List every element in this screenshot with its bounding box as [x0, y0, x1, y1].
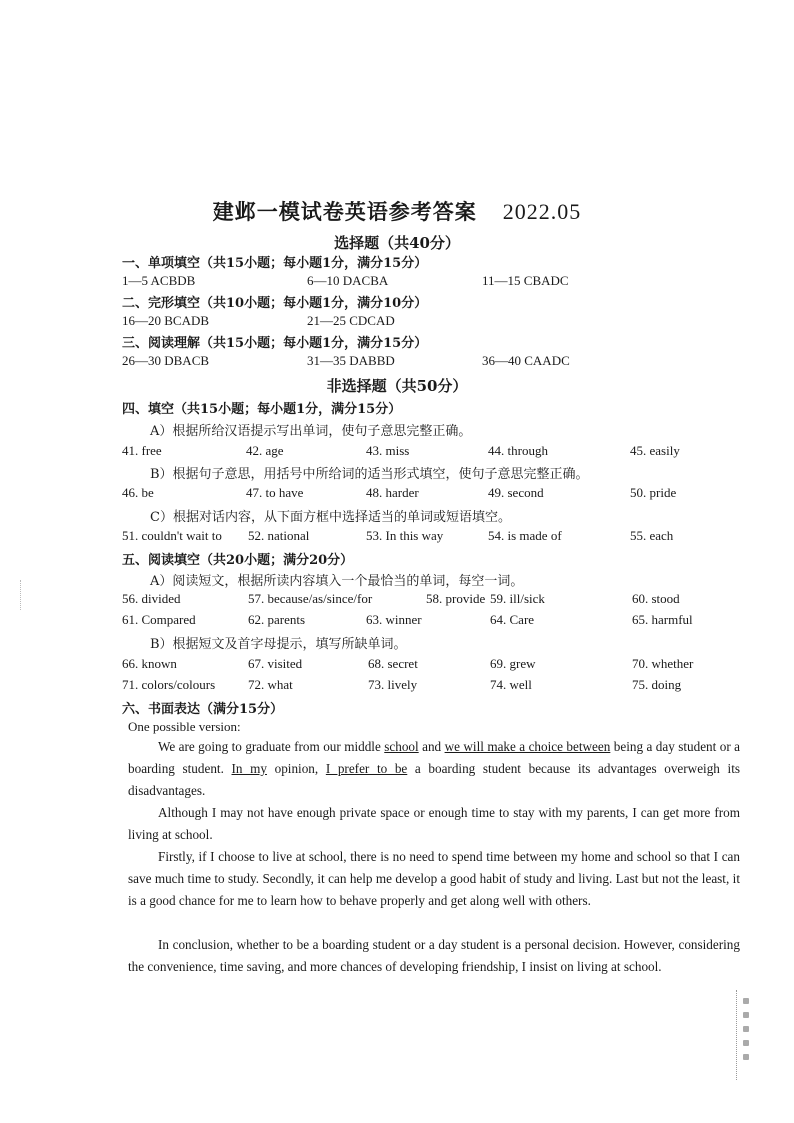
sec1-answers — [122, 273, 722, 291]
sec4-c-instruction: C）根据对话内容，从下面方框中选择适当的单词或短语填空。 — [150, 510, 511, 525]
essay-text: being a day student or a boarding student. — [128, 739, 740, 776]
underlined-text: school — [384, 739, 419, 754]
essay-text: Although I may not have enough private space or enough time to stay with my parents, I can get more from living at school. — [128, 805, 740, 842]
answer-item: 45. easily — [630, 443, 680, 458]
essay-text: opinion, — [266, 761, 326, 776]
sec5-a-row2 — [122, 612, 722, 630]
sec2-answers — [122, 313, 722, 331]
essay-text: We are going to graduate from our middle — [158, 739, 385, 754]
answer-item: 52. national — [248, 528, 310, 543]
essay-text: Firstly, if I choose to live at school, there is no need to spend time between my home and school so that I can save much time to study. Secondly, it can help me develop a good habit of study and living. Last but not the least, it is a good chance for me to learn how to behave properly and get along well with others. — [128, 849, 740, 908]
choice-heading: 选择题（共40分） — [334, 234, 460, 252]
answer-item: 50. pride — [630, 485, 677, 500]
answer-item: 65. harmful — [632, 612, 693, 627]
nonchoice-heading: 非选择题（共50分） — [326, 377, 468, 395]
answer-item: 73. lively — [368, 677, 418, 692]
answer-item: 54. is made of — [488, 528, 562, 543]
sec4-a-answers — [122, 443, 722, 461]
title-text: 建邺一模试卷英语参考答案 — [212, 199, 477, 224]
answer-item: 67. visited — [248, 656, 303, 671]
essay-paragraph-2 — [128, 802, 740, 846]
answer-item: 74. well — [490, 677, 532, 692]
sec4-a-instruction: A）根据所给汉语提示写出单词，使句子意思完整正确。 — [150, 424, 472, 439]
answer-item: 58. provide — [426, 591, 486, 606]
answer-item: 66. known — [122, 656, 177, 671]
answer-item: 41. free — [122, 443, 162, 458]
sec3-answers — [122, 353, 722, 371]
answer-item: 61. Compared — [122, 612, 196, 627]
answer-group: 26—30 DBACB — [122, 353, 210, 368]
answer-item: 44. through — [488, 443, 548, 458]
sec4-b-instruction: B）根据句子意思，用括号中所给词的适当形式填空，使句子意思完整正确。 — [150, 467, 589, 482]
sec5-a-instruction: A）阅读短文，根据所读内容填入一个最恰当的单词，每空一词。 — [150, 574, 524, 589]
answer-item: 56. divided — [122, 591, 181, 606]
answer-item: 42. age — [246, 443, 284, 458]
answer-item: 63. winner — [366, 612, 422, 627]
answer-group: 1—5 ACBDB — [122, 273, 196, 288]
answer-item: 59. ill/sick — [490, 591, 545, 606]
underlined-text: we will make a choice between — [444, 739, 611, 754]
answer-item: 75. doing — [632, 677, 682, 692]
answer-item: 51. couldn't wait to — [122, 528, 222, 543]
essay-paragraph-3 — [128, 846, 740, 912]
underlined-text: In my — [231, 761, 267, 776]
answer-item: 43. miss — [366, 443, 410, 458]
answer-item: 48. harder — [366, 485, 419, 500]
answer-item: 62. parents — [248, 612, 306, 627]
answer-item: 64. Care — [490, 612, 535, 627]
essay-paragraph-4 — [128, 934, 740, 978]
essay-paragraph-1 — [128, 736, 740, 802]
essay-text: In conclusion, whether to be a boarding student or a day student is a personal decision. However, considering the convenience, time saving, and more chances of developing friendship, I insist on living at school. — [128, 937, 740, 974]
sec5-b-row2 — [122, 677, 722, 695]
answer-group: 36—40 CAADC — [482, 353, 570, 368]
sec4-c-answers — [122, 528, 722, 546]
answer-group: 31—35 DABBD — [307, 353, 395, 368]
sec4-heading: 四、填空（共15小题；每小题1分，满分15分） — [122, 402, 402, 417]
answer-item: 71. colors/colours — [122, 677, 216, 692]
answer-group: 21—25 CDCAD — [307, 313, 395, 328]
sec5-b-row1 — [122, 656, 722, 674]
answer-item: 69. grew — [490, 656, 536, 671]
scan-edge-stamp — [736, 990, 757, 1080]
answer-item: 60. stood — [632, 591, 680, 606]
sec3-heading: 三、阅读理解（共15小题；每小题1分，满分15分） — [122, 336, 428, 351]
answer-item: 55. each — [630, 528, 674, 543]
answer-item: 49. second — [488, 485, 544, 500]
answer-group: 16—20 BCADB — [122, 313, 210, 328]
essay-intro: One possible version: — [128, 719, 241, 734]
sec6-heading: 六、书面表达（满分15分） — [122, 702, 284, 717]
essay-text: and — [418, 739, 445, 754]
title-date: 2022.05 — [502, 199, 582, 224]
sec4-b-answers — [122, 485, 722, 503]
answer-group: 11—15 CBADC — [482, 273, 569, 288]
sec5-a-row1 — [122, 591, 722, 609]
essay-text: a boarding student because its advantages overweigh its disadvantages. — [128, 761, 740, 798]
sec5-b-instruction: B）根据短文及首字母提示，填写所缺单词。 — [150, 637, 407, 652]
answer-item: 57. because/as/since/for — [248, 591, 373, 606]
underlined-text: I prefer to be — [325, 761, 408, 776]
answer-item: 68. secret — [368, 656, 418, 671]
answer-item: 72. what — [248, 677, 293, 692]
answer-item: 53. In this way — [366, 528, 444, 543]
answer-item: 70. whether — [632, 656, 694, 671]
page-title — [0, 196, 794, 226]
answer-item: 47. to have — [246, 485, 304, 500]
sec1-heading: 一、单项填空（共15小题；每小题1分，满分15分） — [122, 256, 428, 271]
sec2-heading: 二、完形填空（共10小题；每小题1分，满分10分） — [122, 296, 428, 311]
scan-margin-marks — [20, 580, 25, 610]
answer-group: 6—10 DACBA — [307, 273, 389, 288]
answer-item: 46. be — [122, 485, 154, 500]
sec5-heading: 五、阅读填空（共20小题；满分20分） — [122, 553, 354, 568]
